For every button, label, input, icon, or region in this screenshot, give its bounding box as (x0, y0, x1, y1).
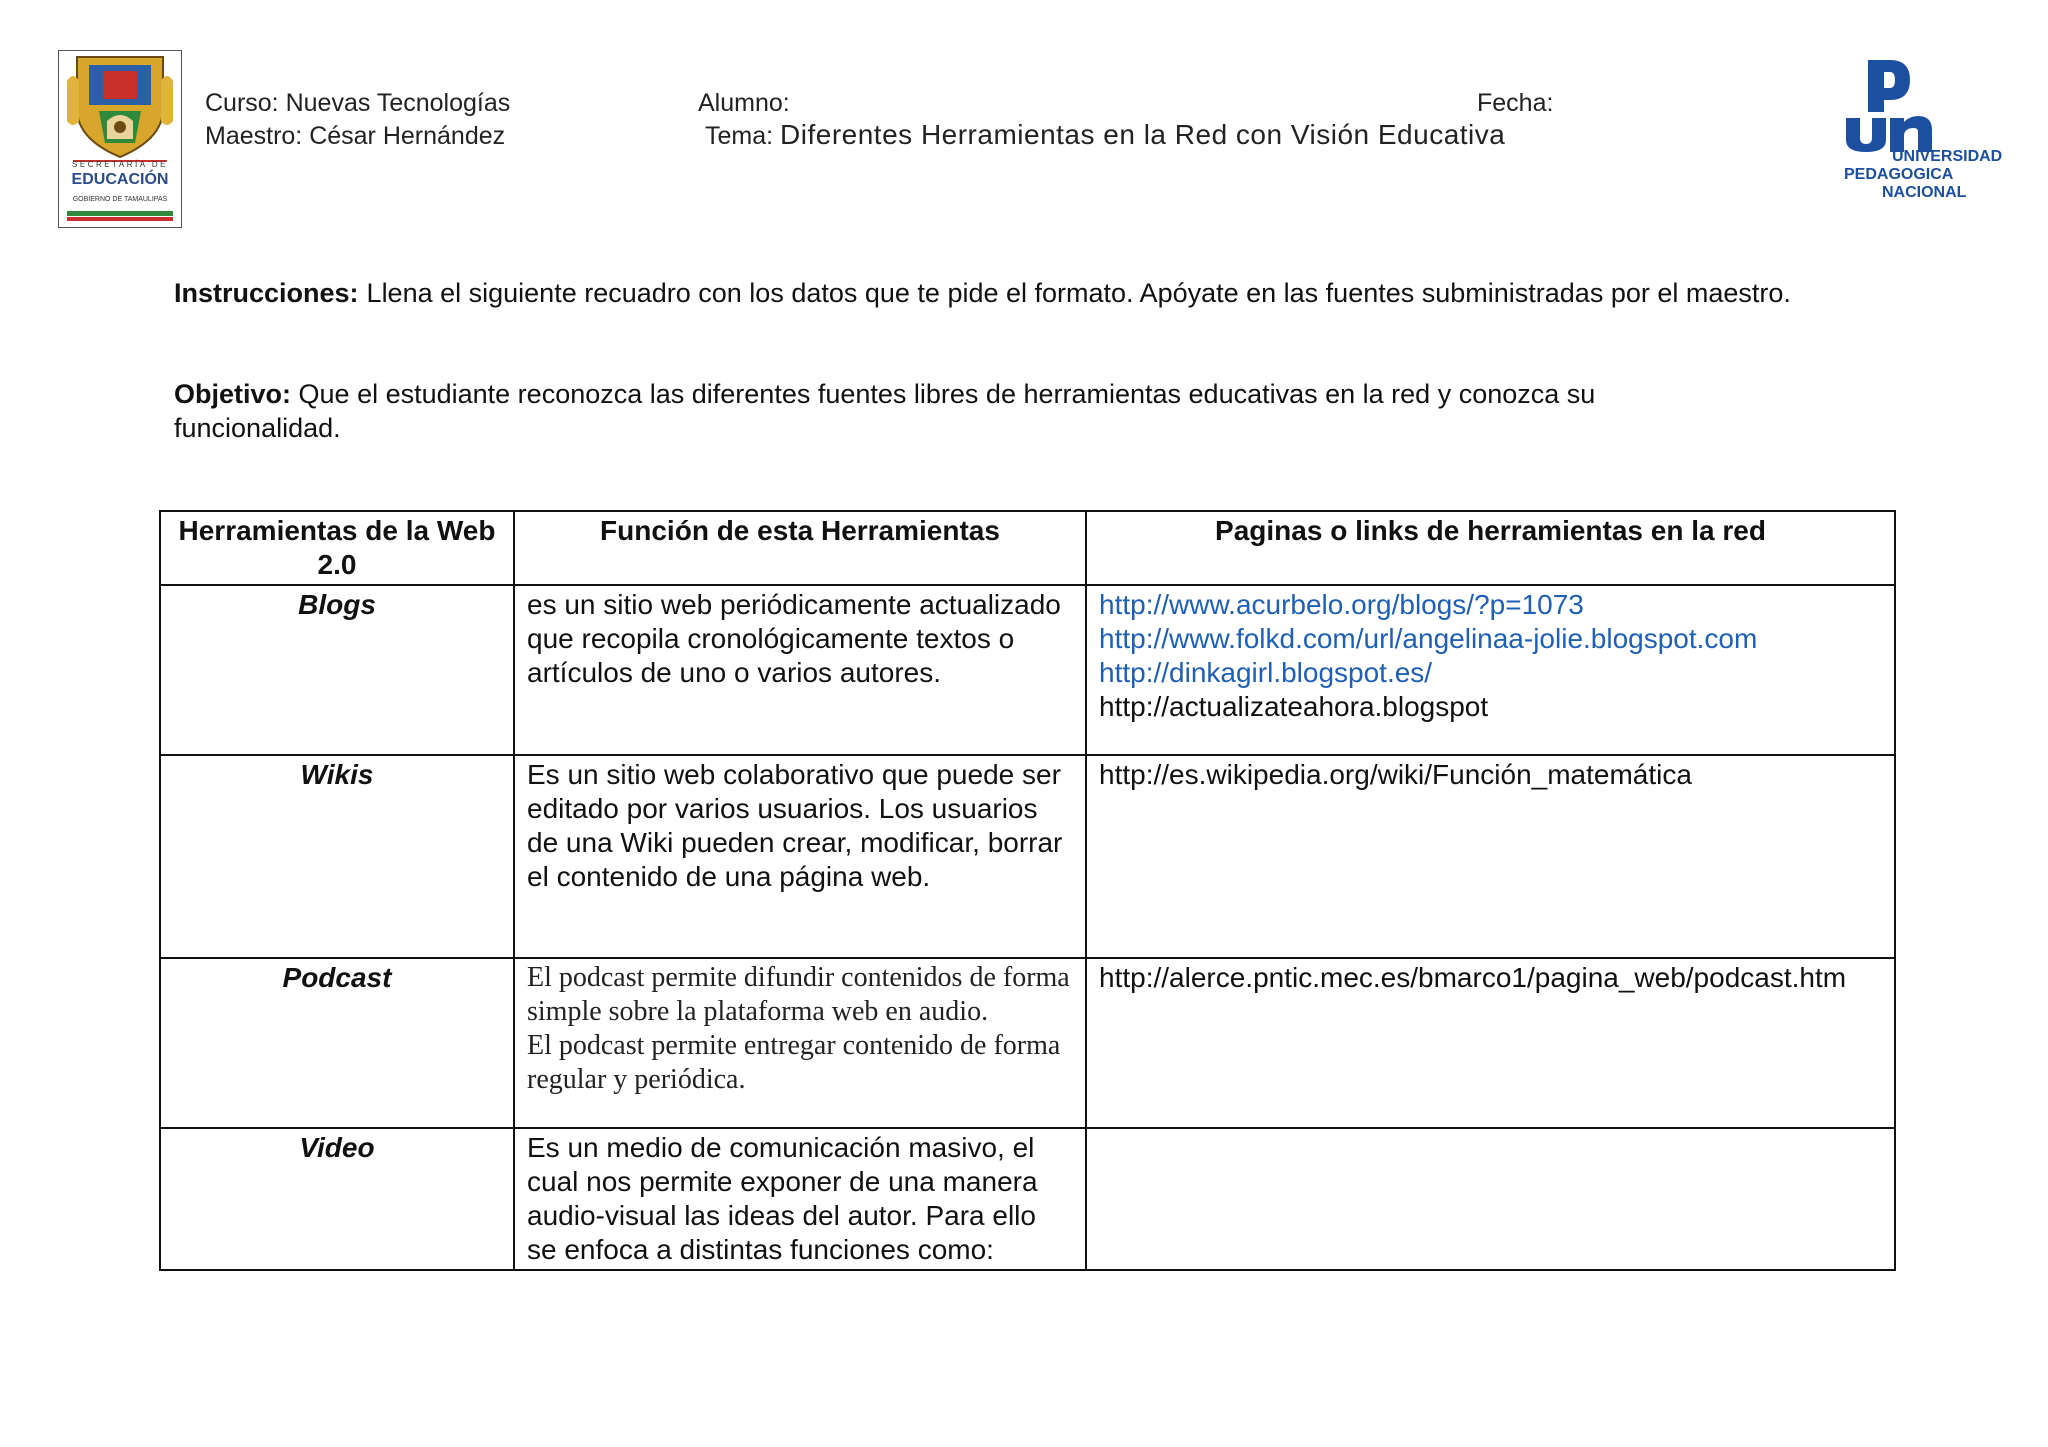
header-links: Paginas o links de herramientas en la red (1086, 511, 1895, 585)
link-wikipedia: http://es.wikipedia.org/wiki/Función_matemática (1099, 759, 1692, 790)
link-alerce: http://alerce.pntic.mec.es/bmarco1/pagina_web/podcast.htm (1099, 962, 1847, 993)
instrucciones (174, 276, 1834, 310)
upn-logo-line2: PEDAGOGICA (1844, 166, 1954, 183)
instrucciones-label: Instrucciones: (174, 278, 359, 308)
table-row (160, 958, 1895, 1128)
objetivo-text: Que el estudiante reconozca las diferentes fuentes libres de herramientas educativas en la red y conozca su funcionalidad. (174, 379, 1596, 443)
objetivo (174, 377, 1734, 445)
upn-logo-icon (1844, 56, 1934, 152)
link-folkd[interactable]: http://www.folkd.com/url/angelinaa-jolie.blogspot.com (1099, 623, 1758, 654)
maestro-label: Maestro: César Hernández (205, 122, 506, 150)
table-header-row (160, 511, 1895, 585)
function-blogs: es un sitio web periódicamente actualizado que recopila cronológicamente textos o artículos de uno o varios autores. (514, 585, 1086, 755)
tool-name-video: Video (160, 1128, 514, 1270)
link-actualizateahora: http://actualizateahora.blogspot (1099, 691, 1489, 722)
header-function: Función de esta Herramientas (514, 511, 1086, 585)
function-video: Es un medio de comunicación masivo, el cual nos permite exponer de una manera audio-visual las ideas del autor. Para ello se enfoca a distintas funciones como: (514, 1128, 1086, 1270)
function-podcast-line2: El podcast permite entregar contenido de forma regular y periódica. (527, 1030, 1061, 1095)
upn-logo-line3: NACIONAL (1882, 184, 1967, 201)
function-podcast (514, 958, 1086, 1128)
function-podcast-line1: El podcast permite difundir contenidos de forma simple sobre la plataforma web en audio. (527, 962, 1070, 1027)
tool-name-podcast: Podcast (160, 958, 514, 1128)
tema-line (705, 119, 1505, 152)
alumno-label: Alumno: (698, 89, 790, 117)
tool-name-blogs: Blogs (160, 585, 514, 755)
instrucciones-text: Llena el siguiente recuadro con los datos que te pide el formato. Apóyate en las fuentes subministradas por el maestro. (366, 278, 1791, 308)
sep-logo-line3: GOBIERNO DE TAMAULIPAS (72, 196, 168, 203)
upn-logo (1844, 56, 2024, 206)
tema-title: Diferentes Herramientas en la Red con Visión Educativa (780, 119, 1506, 150)
upn-logo-line1: UNIVERSIDAD (1892, 148, 2003, 165)
header-tool: Herramientas de la Web 2.0 (160, 511, 514, 585)
table-row (160, 1128, 1895, 1270)
sep-logo (58, 50, 182, 228)
sep-logo-line1: SECRETARÍA DE (72, 160, 168, 169)
links-podcast (1086, 958, 1895, 1128)
table-row (160, 755, 1895, 958)
links-wikis (1086, 755, 1895, 958)
objetivo-label: Objetivo: (174, 379, 292, 409)
link-dinkagirl[interactable]: http://dinkagirl.blogspot.es/ (1099, 657, 1433, 688)
fecha-label: Fecha: (1477, 89, 1554, 117)
links-blogs (1086, 585, 1895, 755)
function-wikis: Es un sitio web colaborativo que puede ser editado por varios usuarios. Los usuarios de una Wiki pueden crear, modificar, borrar el contenido de una página web. (514, 755, 1086, 958)
table-row (160, 585, 1895, 755)
curso-label: Curso: Nuevas Tecnologías (205, 89, 511, 117)
tema-label: Tema: (705, 122, 774, 150)
tool-name-wikis: Wikis (160, 755, 514, 958)
sep-logo-line2: EDUCACIÓN (71, 171, 169, 188)
tools-table (159, 510, 1896, 1271)
links-video (1086, 1128, 1895, 1270)
link-acurbelo[interactable]: http://www.acurbelo.org/blogs/?p=1073 (1099, 589, 1584, 620)
